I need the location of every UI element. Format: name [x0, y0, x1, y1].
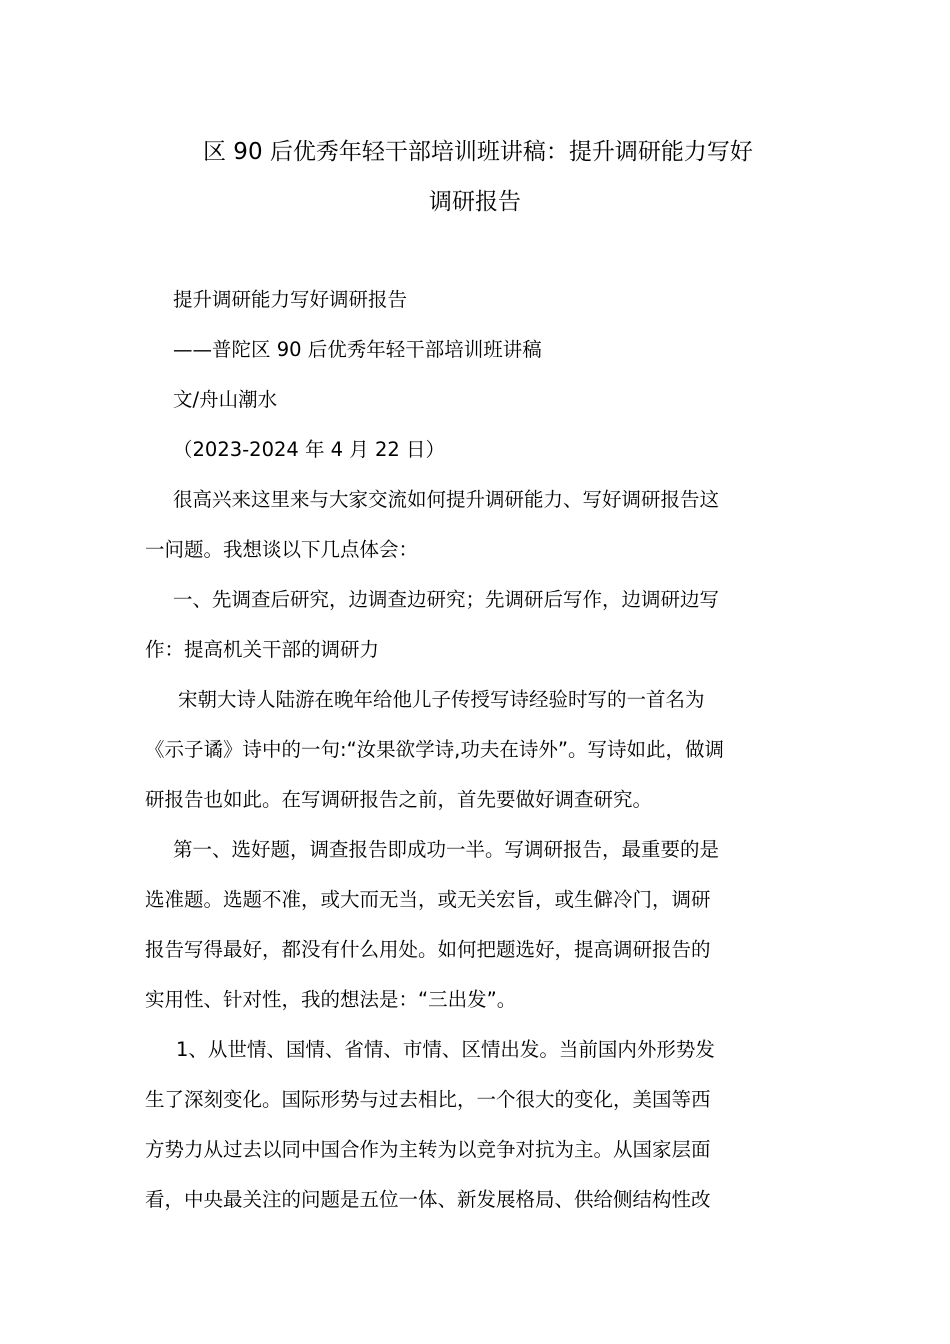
- paragraph-line: 宋朝大诗人陆游在晚年给他儿子传授写诗经验时写的一首名为: [178, 688, 705, 711]
- paragraph-line: 实用性、针对性，我的想法是：“三出发”。: [145, 988, 517, 1011]
- document-title: [145, 127, 805, 227]
- paragraph-line: 很高兴来这里来与大家交流如何提升调研能力、写好调研报告这: [173, 488, 720, 511]
- paragraph-line: 看，中央最关注的问题是五位一体、新发展格局、供给侧结构性改: [145, 1188, 711, 1211]
- paragraph-line: 《示子谲》诗中的一句:“汝果欲学诗,功夫在诗外”。写诗如此，做调: [145, 738, 724, 761]
- author-line: 文/舟山潮水: [173, 388, 278, 411]
- paragraph-situation: [145, 1025, 805, 1225]
- subheading: ——普陀区 90 后优秀年轻干部培训班讲稿: [173, 338, 542, 361]
- paragraph-line: 报告写得最好，都没有什么用处。如何把题选好，提高调研报告的: [145, 938, 711, 961]
- paragraph-line: 一问题。我想谈以下几点体会：: [145, 538, 419, 561]
- title-line-2: 调研报告: [429, 189, 521, 215]
- paragraph-section-one: [145, 575, 805, 675]
- date-line: （2023-2024 年 4 月 22 日）: [173, 438, 446, 461]
- paragraph-line: 方势力从过去以同中国合作为主转为以竞争对抗为主。从国家层面: [145, 1138, 711, 1161]
- paragraph-line: 生了深刻变化。国际形势与过去相比，一个很大的变化，美国等西: [145, 1088, 711, 1111]
- paragraph-intro: [145, 475, 805, 575]
- paragraph-topic-selection: [145, 825, 805, 1025]
- heading: 提升调研能力写好调研报告: [173, 288, 408, 311]
- paragraph-luyou: [145, 675, 805, 825]
- paragraph-line: 一、先调查后研究，边调查边研究；先调研后写作，边调研边写: [173, 588, 720, 611]
- title-line-1: 区 90 后优秀年轻干部培训班讲稿：提升调研能力写好: [203, 139, 753, 165]
- paragraph-line: 作：提高机关干部的调研力: [145, 638, 380, 661]
- paragraph-line: 1、从世情、国情、省情、市情、区情出发。当前国内外形势发: [176, 1038, 715, 1061]
- paragraph-line: 研报告也如此。在写调研报告之前，首先要做好调查研究。: [145, 788, 653, 811]
- paragraph-line: 第一、选好题，调查报告即成功一半。写调研报告，最重要的是: [173, 838, 720, 861]
- document-body: [145, 275, 805, 1225]
- paragraph-line: 选准题。选题不准，或大而无当，或无关宏旨，或生僻冷门，调研: [145, 888, 711, 911]
